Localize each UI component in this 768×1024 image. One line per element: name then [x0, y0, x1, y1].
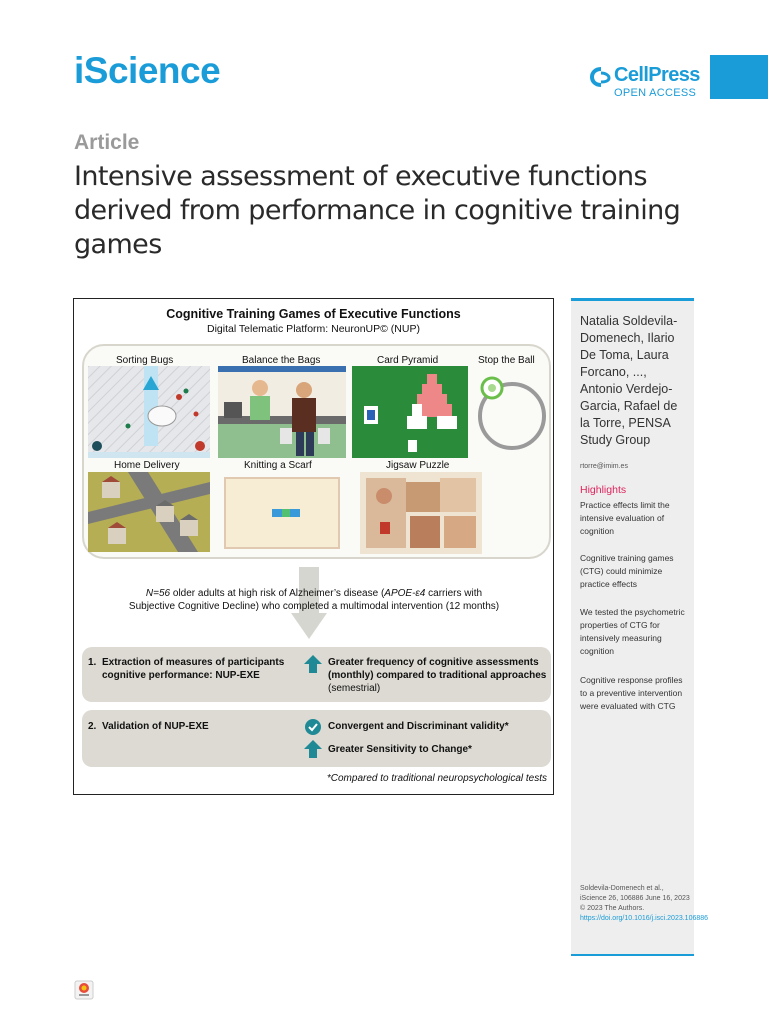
- game-label-home-delivery: Home Delivery: [114, 460, 180, 471]
- doi-link[interactable]: https://doi.org/10.1016/j.isci.2023.106886: [580, 915, 709, 922]
- game-label-knitting: Knitting a Scarf: [244, 460, 312, 471]
- game-label-stop-ball: Stop the Ball: [478, 355, 535, 366]
- open-access-label: OPEN ACCESS: [614, 87, 697, 99]
- jigsaw-image: [360, 472, 482, 554]
- step-1-benefit-a: Greater frequency of cognitive assessments: [328, 657, 539, 668]
- study-line1-part: older adults at high risk of Alzheimer’s disease (: [170, 588, 385, 599]
- step-2-benefit-1: Convergent and Discriminant validity*: [328, 721, 509, 732]
- game-label-balance-bags: Balance the Bags: [242, 355, 321, 366]
- game-label-card-pyramid: Card Pyramid: [377, 355, 439, 366]
- step-2-benefit-2: Greater Sensitivity to Change*: [328, 744, 472, 755]
- article-title: Intensive assessment of executive functions derived from performance in cognitive training games: [74, 161, 681, 260]
- article-type: Article: [74, 131, 140, 154]
- step-1-benefit-c: (semestrial): [328, 683, 381, 694]
- step-1-benefit-b: (monthly) compared to traditional approaches: [328, 670, 547, 681]
- sidebar: [571, 298, 709, 956]
- study-line1-end: carriers with: [425, 588, 483, 599]
- up-arrow-icon: [304, 740, 322, 758]
- ga-subtitle: Digital Telematic Platform: NeuronUP© (NUP): [207, 323, 420, 335]
- highlights-heading: Highlights: [580, 484, 627, 496]
- brand-tab: [710, 55, 768, 99]
- step-1-text-b: cognitive performance: NUP-EXE: [102, 670, 260, 681]
- highlight-item: Cognitive training games (CTG) could minimize practice effects: [580, 553, 674, 589]
- card-pyramid-image: [352, 366, 468, 458]
- check-for-updates-icon[interactable]: [74, 980, 94, 1000]
- step-1-panel: [82, 647, 551, 702]
- highlight-item: Practice effects limit the intensive evaluation of cognition: [580, 500, 670, 536]
- citation-text: Soldevila-Domenech et al., iScience 26, 106886 June 16, 2023 © 2023 The Authors.: [580, 885, 690, 912]
- game-label-jigsaw: Jigsaw Puzzle: [386, 460, 450, 471]
- ga-footnote: *Compared to traditional neuropsychological tests: [326, 773, 547, 784]
- sorting-bugs-image: [88, 366, 210, 458]
- check-circle-icon: [305, 719, 321, 735]
- journal-name: iScience: [74, 50, 221, 91]
- study-line2: Subjective Cognitive Decline) who completed a multimodal intervention (12 months): [128, 601, 500, 612]
- study-apoe: APOE-ε4: [384, 588, 426, 599]
- step-1-number: 1.: [88, 657, 97, 668]
- highlight-item: We tested the psychometric properties of CTG for intensively measuring cognition: [580, 607, 685, 656]
- ga-title: Cognitive Training Games of Executive Functions: [166, 307, 461, 321]
- author-list: Natalia Soldevila-Domenech, Ilario De Toma, Laura Forcano, ..., Antonio Verdejo-Garcia, Rafael de la Torre, PENSA Study Group: [580, 314, 678, 447]
- highlight-item: Cognitive response profiles to a preventive intervention were evaluated with CTG: [580, 675, 683, 711]
- up-arrow-icon: [304, 655, 322, 673]
- balance-bags-image: [218, 366, 346, 458]
- cellpress-logo-icon: [590, 67, 612, 87]
- study-description: [114, 587, 514, 613]
- home-delivery-image: [88, 472, 210, 552]
- step-2-text: Validation of NUP-EXE: [102, 721, 209, 732]
- step-2-panel: [82, 710, 551, 767]
- publisher-name: CellPress: [614, 64, 700, 86]
- step-2-number: 2.: [88, 721, 97, 732]
- games-panel: [82, 344, 551, 559]
- stop-ball-image: [476, 368, 548, 460]
- step-1-text-a: Extraction of measures of participants: [102, 657, 285, 668]
- graphical-abstract: [73, 298, 554, 795]
- study-n: N=56: [145, 588, 171, 599]
- game-label-sorting-bugs: Sorting Bugs: [116, 355, 174, 366]
- corresponding-email[interactable]: rtorre@imim.es: [580, 463, 628, 470]
- citation: [580, 884, 709, 924]
- knitting-image: [224, 477, 340, 549]
